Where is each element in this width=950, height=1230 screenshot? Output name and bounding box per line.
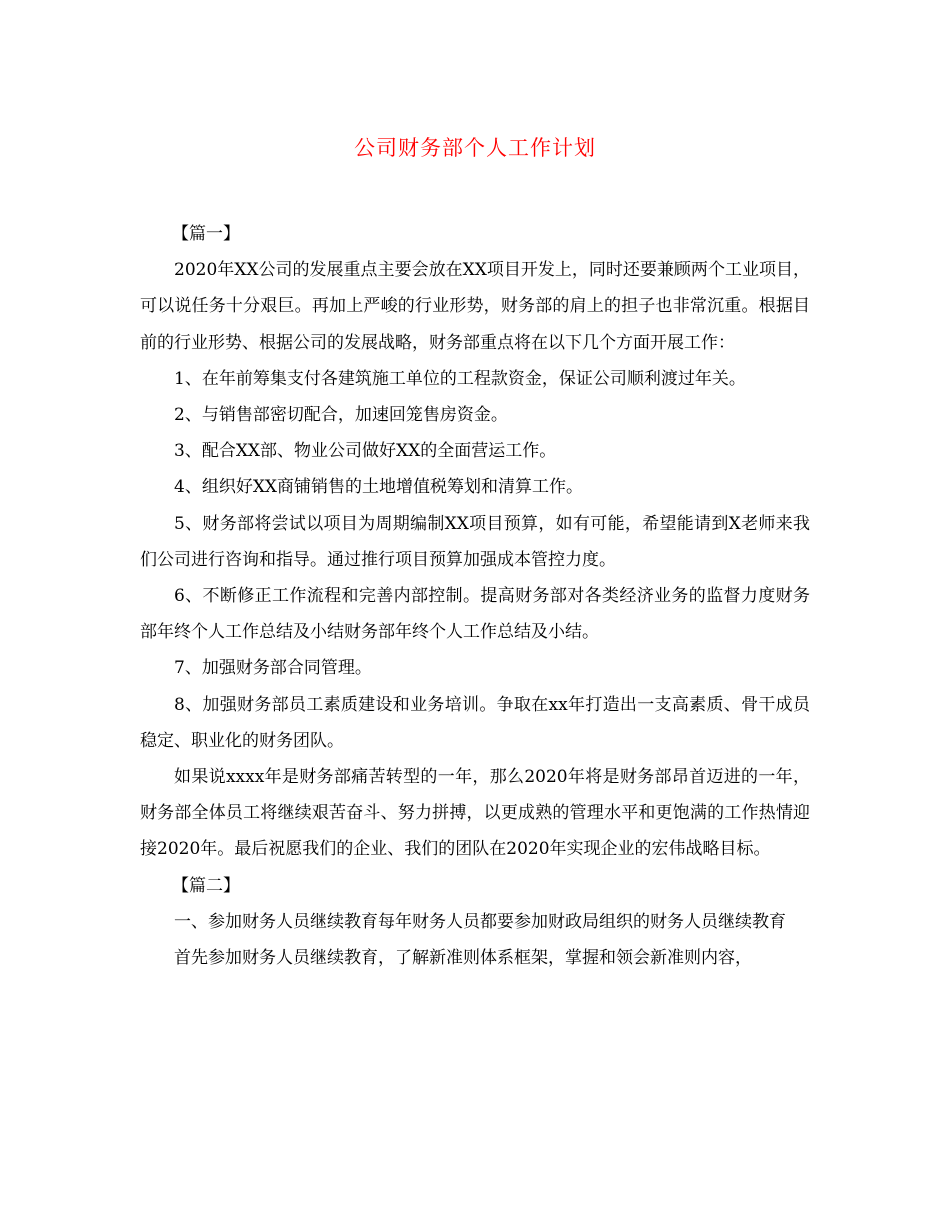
paragraph-intro: 2020年XX公司的发展重点主要会放在XX项目开发上，同时还要兼顾两个工业项目，可以说任务十分艰巨。再加上严峻的行业形势，财务部的肩上的担子也非常沉重。根据目前的行业形势、根据公司的发展战略，财务部重点将在以下几个方面开展工作： xyxy=(140,260,810,353)
list-item-1: 1、在年前筹集支付各建筑施工单位的工程款资金，保证公司顺利渡过年关。 xyxy=(174,368,746,389)
paragraph-section2-body: 首先参加财务人员继续教育，了解新准则体系框架，掌握和领会新准则内容， xyxy=(174,948,752,969)
section-heading-2: 【篇二】 xyxy=(172,875,240,896)
paragraph-section2-item1: 一、参加财务人员继续教育每年财务人员都要参加财政局组织的财务人员继续教育 xyxy=(174,911,786,932)
list-item-6: 6、不断修正工作流程和完善内部控制。提高财务部对各类经济业务的监督力度财务部年终个人工作总结及小结财务部年终个人工作总结及小结。 xyxy=(140,586,810,643)
paragraph-conclusion: 如果说xxxx年是财务部痛苦转型的一年，那么2020年将是财务部昂首迈进的一年，财务部全体员工将继续艰苦奋斗、努力拼搏，以更成熟的管理水平和更饱满的工作热情迎接2020年。最后祝愿我们的企业、我们的团队在2020年实现企业的宏伟战略目标。 xyxy=(140,767,810,860)
document-title: 公司财务部个人工作计划 xyxy=(354,136,596,160)
section-heading-1: 【篇一】 xyxy=(172,224,240,244)
list-item-4: 4、组织好XX商铺销售的土地增值税筹划和清算工作。 xyxy=(174,477,584,498)
list-item-8: 8、加强财务部员工素质建设和业务培训。争取在xx年打造出一支高素质、骨干成员稳定、职业化的财务团队。 xyxy=(140,694,810,751)
list-item-7: 7、加强财务部合同管理。 xyxy=(174,658,372,679)
list-item-3: 3、配合XX部、物业公司做好XX的全面营运工作。 xyxy=(174,441,557,462)
document-body xyxy=(140,216,810,976)
list-item-2: 2、与销售部密切配合，加速回笼售房资金。 xyxy=(174,405,508,426)
list-item-5: 5、财务部将尝试以项目为周期编制XX项目预算，如有可能，希望能请到X老师来我们公司进行咨询和指导。通过推行项目预算加强成本管控力度。 xyxy=(140,513,810,570)
